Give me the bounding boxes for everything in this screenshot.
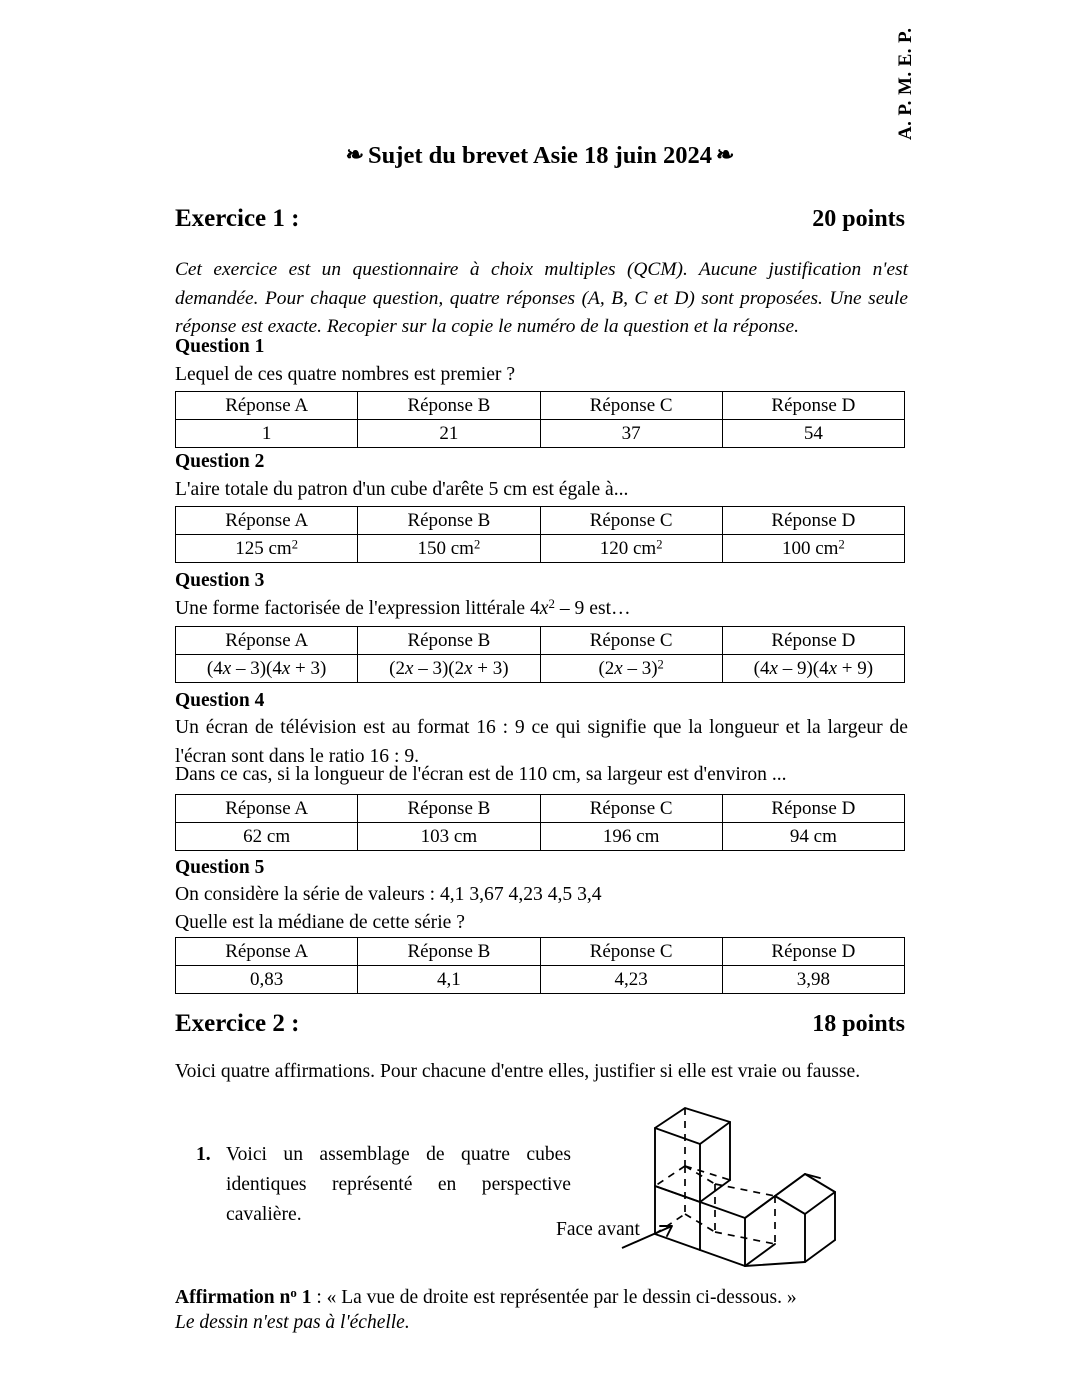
- table-row: [176, 392, 905, 420]
- answer-header-d: Réponse D: [722, 938, 904, 966]
- question-1-text: Lequel de ces quatre nombres est premier ?: [175, 364, 516, 385]
- answer-header-b: Réponse B: [358, 938, 540, 966]
- q5-answer-a: 0,83: [176, 966, 358, 994]
- q4-answer-c: 196 cm: [540, 823, 722, 851]
- q4-answer-b: 103 cm: [358, 823, 540, 851]
- question-2-answers-table: [175, 506, 905, 563]
- answer-header-d: Réponse D: [722, 627, 904, 655]
- question-2-label: Question 2: [175, 451, 265, 472]
- q5-answer-c: 4,23: [540, 966, 722, 994]
- answer-header-c: Réponse C: [540, 795, 722, 823]
- apmep-stamp: A. P. M. E. P.: [895, 27, 916, 140]
- question-5-label: Question 5: [175, 857, 265, 878]
- question-4-text-2: Dans ce cas, si la longueur de l'écran est de 110 cm, sa largeur est d'environ ...: [175, 764, 787, 785]
- answer-header-b: Réponse B: [358, 795, 540, 823]
- table-row: [176, 627, 905, 655]
- answer-header-a: Réponse A: [176, 507, 358, 535]
- exercise-1-title: Exercice 1 :: [175, 205, 300, 232]
- table-row: [176, 655, 905, 683]
- answer-header-b: Réponse B: [358, 627, 540, 655]
- table-row: [176, 823, 905, 851]
- question-3-label: Question 3: [175, 570, 265, 591]
- q2-answer-b: 150 $cm^2$: [358, 535, 540, 563]
- q5-answer-d: 3,98: [722, 966, 904, 994]
- table-row: [176, 966, 905, 994]
- question-5-answers-table: [175, 937, 905, 994]
- top-cube-top-face: [655, 1108, 730, 1144]
- exercise-2-intro: Voici quatre affirmations. Pour chacune d'entre elles, justifier si elle est vraie ou fausse.: [175, 1061, 861, 1082]
- exercise-1-points: 20 points: [812, 206, 905, 232]
- answer-header-b: Réponse B: [358, 392, 540, 420]
- exercise-2-title: Exercice 2 :: [175, 1010, 300, 1037]
- list-item-text: Voici un assemblage de quatre cubes identiques représenté en perspective cavalière.: [226, 1144, 571, 1225]
- q2-answer-a: 125 $cm^2$: [176, 535, 358, 563]
- cube-assembly-figure: [620, 1098, 850, 1278]
- affirmation-1-text: : « La vue de droite est représentée par le dessin ci-dessous. »: [311, 1287, 797, 1308]
- page-title-text: Sujet du brevet Asie 18 juin 2024: [368, 142, 712, 169]
- q3-answer-d: (4x – 9)(4x + 9): [722, 655, 904, 683]
- q1-answer-a: 1: [176, 420, 358, 448]
- question-2-text: L'aire totale du patron d'un cube d'arête 5 cm est égale à...: [175, 479, 629, 500]
- q3-answer-c: (2x – 3)$^2$: [540, 655, 722, 683]
- q5-answer-b: 4,1: [358, 966, 540, 994]
- table-row: [176, 507, 905, 535]
- list-item-number: 1.: [196, 1144, 211, 1165]
- q3-answer-b: (2x – 3)(2x + 3): [358, 655, 540, 683]
- table-row: [176, 938, 905, 966]
- q4-answer-d: 94 cm: [722, 823, 904, 851]
- answer-header-c: Réponse C: [540, 392, 722, 420]
- exercise-2-heading: [175, 1010, 905, 1038]
- affirmation-1-label: Affirmation $n^o$ 1: [175, 1286, 312, 1308]
- exercise-1-intro: Cet exercice est un questionnaire à choix multiples (QCM). Aucune justification n'est demandée. Pour chaque question, quatre réponses (A, B, C et D) sont proposées. Une seule réponse est exacte. Recopier sur la copie le numéro de la question et la réponse.: [175, 259, 908, 337]
- list-item: [196, 1140, 571, 1230]
- q1-answer-d: 54: [722, 420, 904, 448]
- question-4-answers-table: [175, 794, 905, 851]
- question-3-text: Une forme factorisée de l'expression littérale $4x^2 - 9$ est…: [175, 596, 631, 619]
- exercise-1-heading: [175, 205, 905, 233]
- affirmation-1: [175, 1283, 908, 1312]
- question-5-text: On considère la série de valeurs : 4,1 3,67 4,23 4,5 3,4: [175, 884, 602, 905]
- question-5-text-2: Quelle est la médiane de cette série ?: [175, 912, 465, 933]
- answer-header-d: Réponse D: [722, 795, 904, 823]
- question-3-answers-table: [175, 626, 905, 683]
- answer-header-a: Réponse A: [176, 795, 358, 823]
- q1-answer-c: 37: [540, 420, 722, 448]
- answer-header-b: Réponse B: [358, 507, 540, 535]
- answer-header-d: Réponse D: [722, 507, 904, 535]
- answer-header-c: Réponse C: [540, 627, 722, 655]
- question-4-text: Un écran de télévision est au format 16 : 9 ce qui signifie que la longueur et la largeur de l'écran sont dans le ratio 16 : 9.: [175, 717, 908, 767]
- q3-answer-a: (4x – 3)(4x + 3): [176, 655, 358, 683]
- question-1-label: Question 1: [175, 336, 265, 357]
- ornament-right-icon: ❧: [715, 142, 735, 167]
- answer-header-d: Réponse D: [722, 392, 904, 420]
- answer-header-a: Réponse A: [176, 627, 358, 655]
- q2-answer-d: 100 $cm^2$: [722, 535, 904, 563]
- cube-assembly-svg: [620, 1098, 850, 1273]
- table-row: [176, 535, 905, 563]
- ornament-left-icon: ❧: [345, 142, 365, 167]
- page-title: [175, 142, 905, 170]
- exercise-2-points: 18 points: [812, 1011, 905, 1037]
- question-4-label: Question 4: [175, 690, 265, 711]
- q2-answer-c: 120 $cm^2$: [540, 535, 722, 563]
- table-row: [176, 420, 905, 448]
- answer-header-c: Réponse C: [540, 938, 722, 966]
- question-1-answers-table: [175, 391, 905, 448]
- affirmation-1-note: Le dessin n'est pas à l'échelle.: [175, 1312, 410, 1333]
- answer-header-c: Réponse C: [540, 507, 722, 535]
- q1-answer-b: 21: [358, 420, 540, 448]
- table-row: [176, 795, 905, 823]
- answer-header-a: Réponse A: [176, 392, 358, 420]
- answer-header-a: Réponse A: [176, 938, 358, 966]
- q4-answer-a: 62 cm: [176, 823, 358, 851]
- face-avant-label: Face avant: [556, 1219, 640, 1240]
